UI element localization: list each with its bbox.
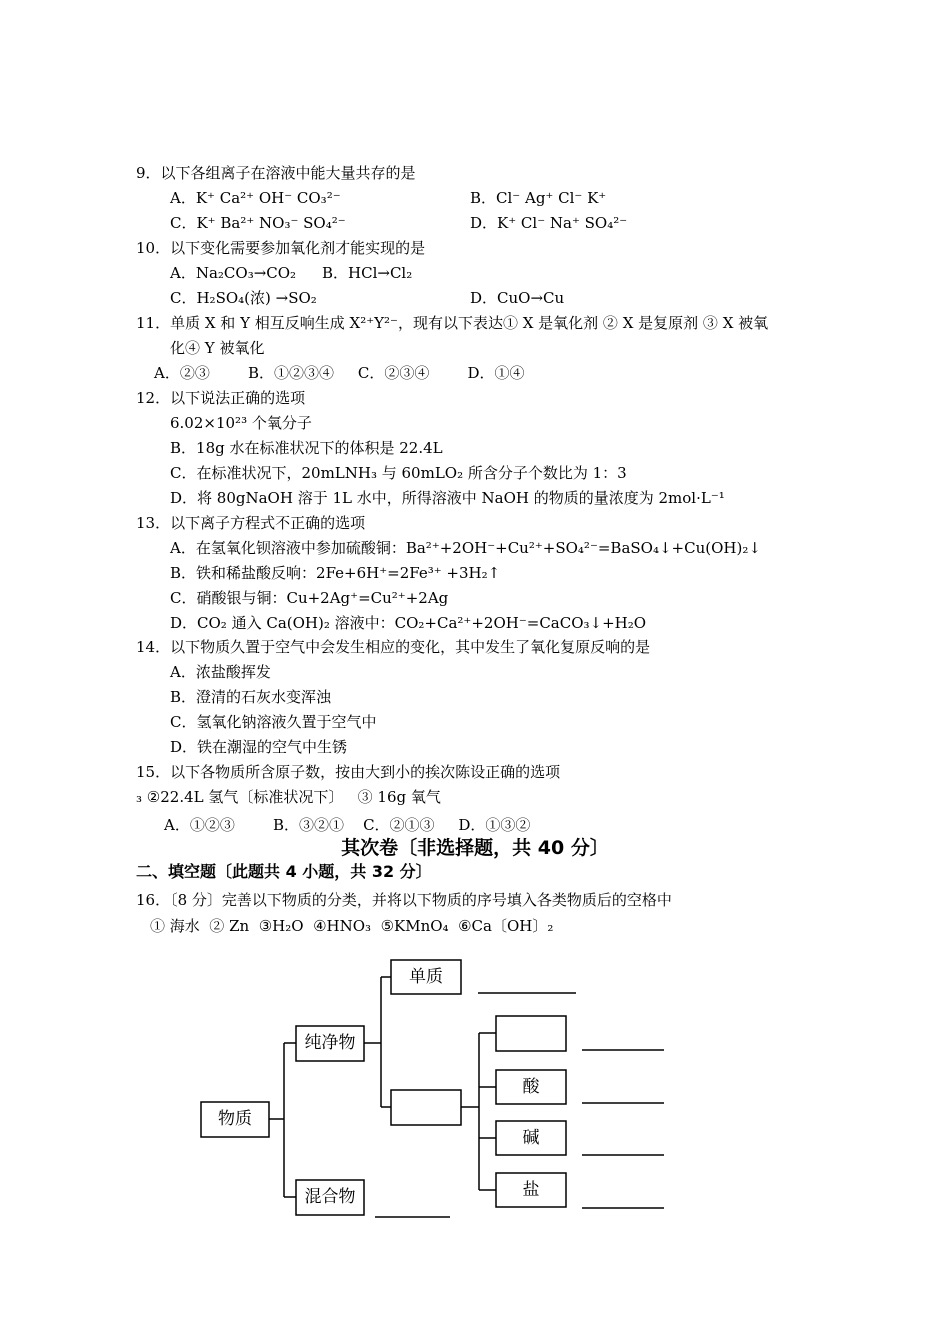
q10-option-c: C．H₂SO₄(浓) →SO₂ xyxy=(170,289,317,307)
q14-option-d: D．铁在潮湿的空气中生锈 xyxy=(170,738,348,756)
q12-option-c: C．在标准状况下，20mLNH₃ 与 60mLO₂ 所含分子个数比为 1：3 xyxy=(170,464,627,482)
q13-option-d: D．CO₂ 通入 Ca(OH)₂ 溶液中：CO₂+Ca²⁺+2OH⁻=CaCO₃↓+H₂O xyxy=(170,614,647,632)
q13-option-c: C．硝酸银与铜：Cu+2Ag⁺=Cu²⁺+2Ag xyxy=(170,589,449,607)
q14-option-c: C．氢氧化钠溶液久置于空气中 xyxy=(170,713,377,731)
acid-label: 酸 xyxy=(522,1077,540,1097)
q14-option-a: A．浓盐酸挥发 xyxy=(170,663,271,681)
compound-box xyxy=(391,1090,461,1125)
q9-option-c: C．K⁺ Ba²⁺ NO₃⁻ SO₄²⁻ xyxy=(170,214,346,232)
mixture-label: 混合物 xyxy=(304,1187,356,1207)
q12-option-a: 6.02×10²³ 个氧分子 xyxy=(170,414,312,432)
base-label: 碱 xyxy=(522,1128,540,1148)
q10-option-b: B．HCl→Cl₂ xyxy=(322,264,413,282)
q15-options: A．①②③ B．③②① C．②①③ D．①③② xyxy=(164,816,531,834)
q9-option-b: B．Cl⁻ Ag⁺ Cl⁻ K⁺ xyxy=(470,189,607,207)
salt-label: 盐 xyxy=(522,1180,540,1200)
q12-option-d: D．将 80gNaOH 溶于 1L 水中，所得溶液中 NaOH 的物质的量浓度为 2mol·L⁻¹ xyxy=(170,489,725,507)
q16-stem: 16．〔8 分〕完善以下物质的分类，并将以下物质的序号填入各类物质后的空格中 xyxy=(136,891,672,909)
q9-stem: 9．以下各组离子在溶液中能大量共存的是 xyxy=(136,164,416,182)
section-title: 其次卷〔非选择题，共 40 分〕 xyxy=(341,837,609,859)
q15-stem: 15．以下各物质所含原子数，按由大到小的挨次陈设正确的选项 xyxy=(136,763,561,781)
element-label: 单质 xyxy=(409,967,443,987)
q9-option-a: A．K⁺ Ca²⁺ OH⁻ CO₃²⁻ xyxy=(170,189,341,207)
q11-stem-cont: 化④ Y 被氧化 xyxy=(170,339,265,357)
q12-option-b: B．18g 水在标准状况下的体积是 22.4L xyxy=(170,439,443,457)
q10-option-a: A．Na₂CO₃→CO₂ xyxy=(170,264,297,282)
q14-stem: 14．以下物质久置于空气中会发生相应的变化，其中发生了氧化复原反响的是 xyxy=(136,638,651,656)
q16-items: ① 海水 ② Zn ③H₂O ④HNO₃ ⑤KMnO₄ ⑥Ca〔OH〕₂ xyxy=(150,917,554,935)
q13-option-b: B．铁和稀盐酸反响：2Fe+6H⁺=2Fe³⁺ +3H₂↑ xyxy=(170,564,501,582)
q10-option-d: D．CuO→Cu xyxy=(470,289,565,307)
section-heading: 二、填空题〔此题共 4 小题，共 32 分〕 xyxy=(136,862,432,881)
q11-options: A．②③ B．①②③④ C．②③④ D．①④ xyxy=(154,364,525,382)
q12-stem: 12．以下说法正确的选项 xyxy=(136,389,306,407)
q15-items: ₃ ②22.4L 氢气〔标准状况下〕 ③ 16g 氧气 xyxy=(136,788,441,806)
q9-option-d: D．K⁺ Cl⁻ Na⁺ SO₄²⁻ xyxy=(470,214,628,232)
q14-option-b: B．澄清的石灰水变浑浊 xyxy=(170,688,332,706)
blank-category-box xyxy=(496,1016,566,1051)
q10-stem: 10．以下变化需要参加氧化剂才能实现的是 xyxy=(136,239,426,257)
pure-label: 纯净物 xyxy=(304,1033,356,1053)
root-label: 物质 xyxy=(218,1109,252,1129)
q11-stem: 11．单质 X 和 Y 相互反响生成 X²⁺Y²⁻，现有以下表达① X 是氧化剂 ② X 是复原剂 ③ X 被氧 xyxy=(136,314,769,332)
q13-option-a: A．在氢氧化钡溶液中参加硫酸铜：Ba²⁺+2OH⁻+Cu²⁺+SO₄²⁻=BaSO₄↓+Cu(OH)₂↓ xyxy=(170,539,761,557)
q13-stem: 13．以下离子方程式不正确的选项 xyxy=(136,514,366,532)
